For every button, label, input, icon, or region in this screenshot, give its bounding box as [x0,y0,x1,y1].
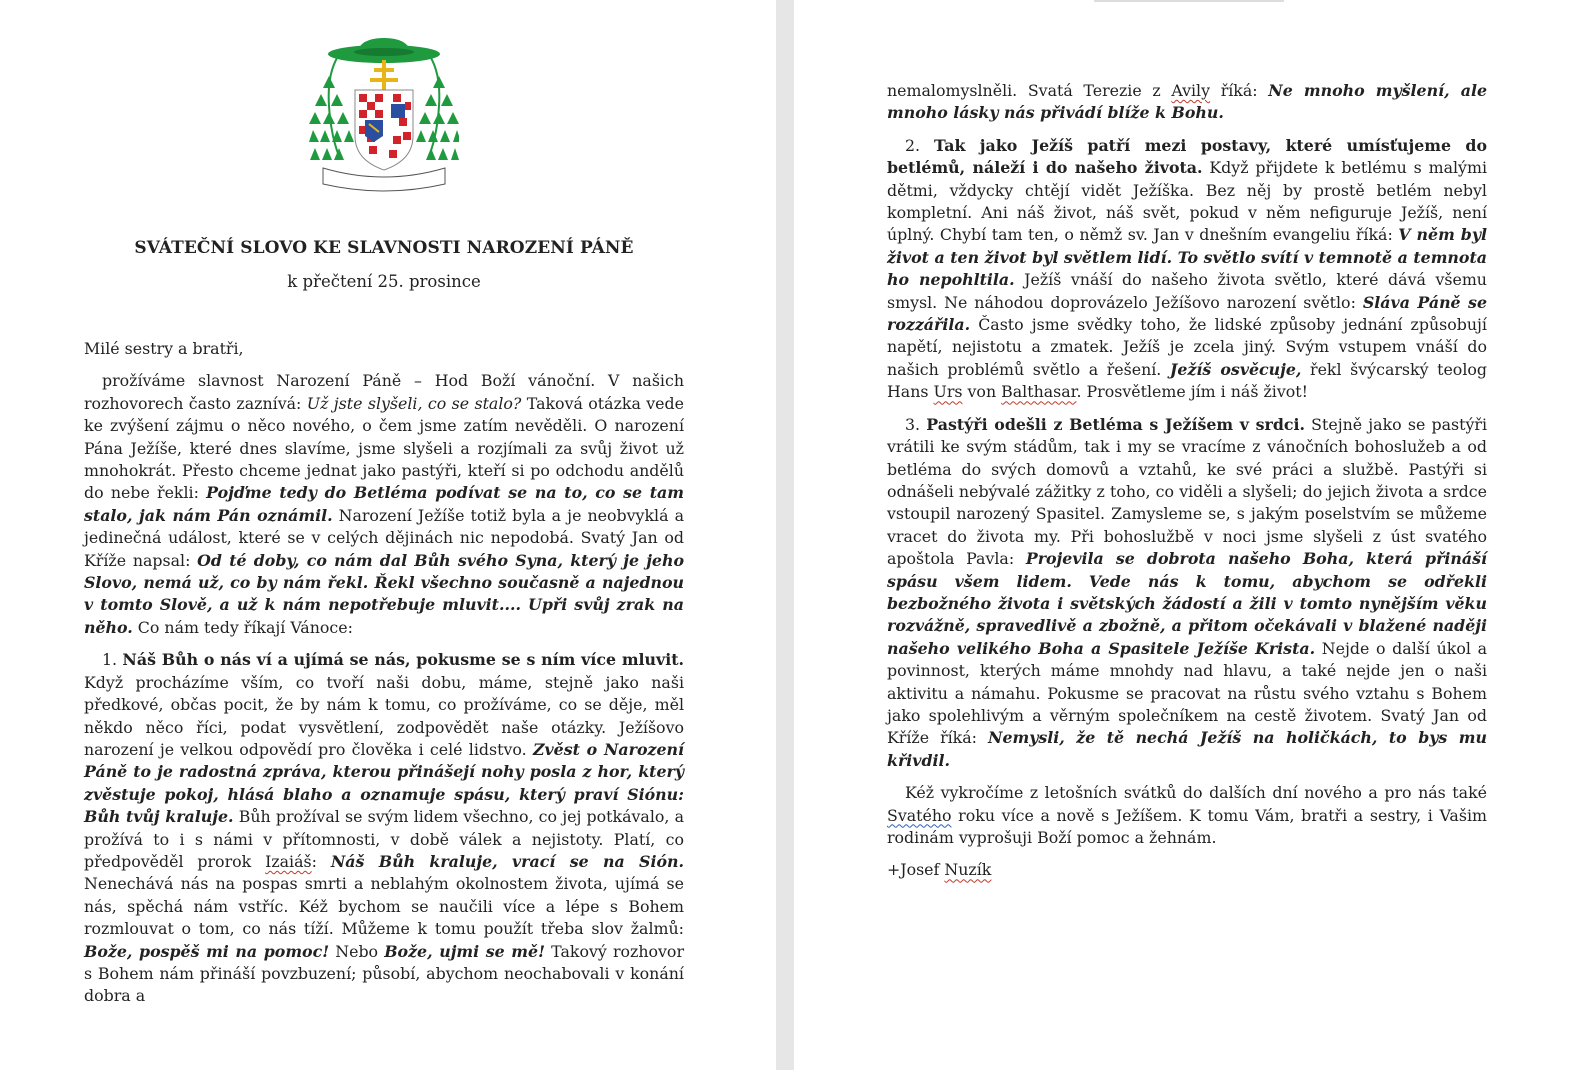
list-number: 1. [102,650,123,670]
text-run: : [311,851,331,871]
spellcheck-word[interactable]: Balthasar [1001,382,1077,402]
quote-bold-italic: Od té doby, co nám dal Bůh svého Syna, který je jeho Slovo, nemá už, co by nám řekl. Řekl všechno současně a najednou v tomto Slově, a už k nám nepotřebuje mluvit.... Upři svůj zrak na něho. [84,550,685,637]
quote-italic: Už jste slyšeli, co se stalo? [306,393,522,413]
quote-bold-italic: V něm byl život a ten život byl světlem lidí. To světlo svítí v temnotě a temnota ho nepohltila. [887,225,1488,290]
text-run: řekl švýcarský teolog Hans [887,359,1487,402]
quote-bold-italic: Pojďme tedy do Betléma podívat se na to, co se tam stalo, jak nám Pán oznámil. [84,483,684,525]
spellcheck-word[interactable]: Izaiáš [265,851,312,871]
text-run: roku více a nově s Ježíšem. K tomu Vám, bratři a sestry, i Vašim rodinám vyprošuji Boží pomoc a žehnám. [887,805,1487,847]
text-run: Stejně jako se pastýři vrátili ke svým stádům, tak i my se vracíme z vánočních bohoslužeb a od betléma do svých domovů a vztahů, ke své práci a službě. Pastýři si odnášeli nebývalé zážitky z toho, co viděli a slyšeli; do jejich života a srdce vstoupil narozený Spasitel. Zamysleme se, s jakým poselstvím se můžeme vracet do života my. Při bohoslužbě v noci jsme slyšeli z úst svatého apoštola Pavla: [887,414,1487,569]
document-page-2 [794,0,1582,1070]
grammar-check-word[interactable]: Svatého [887,805,952,825]
point-1-paragraph [84,649,684,1008]
quote-bold-italic: Nemysli, že tě nechá Ježíš na holičkách, to bys mu křivdil. [887,728,1487,770]
point-heading: Pastýři odešli z Betléma s Ježíšem v srdci. [926,414,1305,434]
quote-bold-italic: Ježíš osvěcuje, [1169,359,1302,379]
text-run: Často jsme svědky toho, že lidské způsoby jednání způsobují napětí, nejistotu a zmatek. Ježíš je zcela jiný. Svým vstupem vnáší do našich problémů světlo a řešení. [887,315,1487,379]
list-number: 2. [905,135,934,155]
text-run: nemalomyslněli. Svatá Terezie z [887,81,1172,100]
text-run: Když procházíme vším, co tvoří naši dobu, máme, stejně jako naši předkové, občas pocit, že by nám k tomu, co prožíváme, co se děje, měl někdo něco říci, podat vysvětlení, zodpovědět naše otázky. Ježíšovo narození je velkou odpovědí pro člověka i celé lidstvo. [84,672,684,759]
point-2-paragraph [887,135,1487,404]
signature [887,859,1487,881]
point-3-paragraph [887,414,1487,773]
page-gutter [776,0,794,1070]
document-title: SVÁTEČNÍ SLOVO KE SLAVNOSTI NAROZENÍ PÁNĚ [134,238,634,258]
text-run: Takový rozhovor s Bohem nám přináší povzbuzení; působí, abychom neochabovali v konání dobra a [84,941,684,1006]
quote-bold-italic: Ne mnoho myšlení, ale mnoho lásky nás přivádí blíže k Bohu. [887,81,1487,123]
text-run: von [962,382,1002,402]
page-top-edge [1094,0,1284,2]
text-run: prožíváme slavnost Narození Páně – Hod Boží vánoční. V našich rozhovorech často zaznívá: [84,371,684,413]
text-run: Narození Ježíše totiž byla a je neobvyklá a jedinečná událost, které se v celých dějinách nic nepodobá. Svatý Jan od Kříže napsal: [84,505,684,570]
page-1-body [84,338,684,1018]
text-run: Když přijdete k betlému s malými dětmi, vždycky chtějí vidět Ježíška. Bez něj by prostě betlém nebyl kompletní. Ani náš život, náš svět, pokud v něm nefiguruje Ježíš, není úplný. Chybí tam ten, o němž sv. Jan v dnešním evangeliu říká: [887,158,1487,245]
text-run: Taková otázka vede ke zvýšení zájmu o něco nového, o čem jsme zatím nevěděli. O narození Pána Ježíše, které dnes slavíme, jsme slyšeli a rozjímali za svůj život už mnohokrát. Přesto chceme jednat jako pastýři, kteří si po odchodu andělů do nebe řekli: [84,393,684,503]
text-run: Nejde o další úkol a povinnost, kterých máme mnohdy nad hlavu, a také nejde jen o naši aktivitu a námahu. Pokusme se pracovat na růstu svého vztahu s Bohem jako spolehlivým a věrným společníkem na cestě životem. Svatý Jan od Kříže říká: [887,638,1487,748]
text-run: Co nám tedy říkají Vánoce: [132,617,353,637]
page-2-body [887,80,1487,892]
text-run: Ježíš vnáší do našeho života světlo, které dává všemu smysl. Ne náhodou doprovázelo Ježíšovo narození světlo: [887,270,1487,312]
spellcheck-word[interactable]: Avily [1171,81,1211,100]
quote-bold-italic: Sláva Páně se rozzářila. [887,292,1487,335]
closing-paragraph [887,782,1487,849]
text-run: Nenechává nás na pospas smrti a neblahým okolnostem života, ujímá se nás, spěchá nám vstříc. Kéž bychom se naučili více a lépe s Bohem rozmlouvat o tom, co nás tíží. Můžeme k tomu použít třeba slov žalmů: [84,874,684,939]
spellcheck-word[interactable]: Nuzík [944,860,992,880]
quote-bold-italic: Zvěst o Narození Páně to je radostná zpráva, kterou přinášejí nohy posla z hor, který zvěstuje pokoj, hlásá blaho a oznamuje spásu, který praví Siónu: Bůh tvůj kraluje. [84,739,685,827]
coat-of-arms-logo [309,36,459,198]
greeting: Milé sestry a bratři, [84,339,244,358]
text-run: říká: [1210,81,1269,100]
list-number: 3. [905,414,927,434]
quote-bold-italic: Bože, ujmi se mě! [384,941,546,961]
spellcheck-word[interactable]: Urs [933,382,963,402]
text-run: Nebo [329,941,385,961]
point-heading: Náš Bůh o nás ví a ujímá se nás, pokusme se s ním více mluvit. [122,650,685,670]
quote-bold-italic: Projevila se dobrota našeho Boha, která přináší spásu všem lidem. Vede nás k tomu, abychom se odřekli bezbožného života i světských žádostí a žili v tomto nynějším věku rozvážně, spravedlivě a zbožně, a přitom očekávali v blažené naději našeho velikého Boha a Spasitele Ježíše Krista. [887,549,1488,658]
quote-bold-italic: Náš Bůh kraluje, vrací se na Sión. [330,851,684,871]
text-run: Bůh prožíval se svým lidem všechno, co jej potkávalo, a prožívá to i s námi v přítomnosti, v době válek a nejistoty. Platí, co předpověděl prorok [84,807,684,871]
document-subtitle: k přečtení 25. prosince [287,272,481,291]
quote-bold-italic: Bože, pospěš mi na pomoc! [84,941,330,961]
point-heading: Tak jako Ježíš patří mezi postavy, které umísťujeme do betlémů, náleží i do našeho života. [887,135,1487,178]
continued-paragraph [887,80,1487,125]
document-page-1 [0,0,776,1070]
text-run: Kéž vykročíme z letošních svátků do dalších dní nového a pro nás také [905,783,1487,803]
text-run: . Prosvětleme jím i náš život! [1076,382,1308,402]
signature-prefix: +Josef [887,860,945,880]
intro-paragraph [84,370,684,639]
